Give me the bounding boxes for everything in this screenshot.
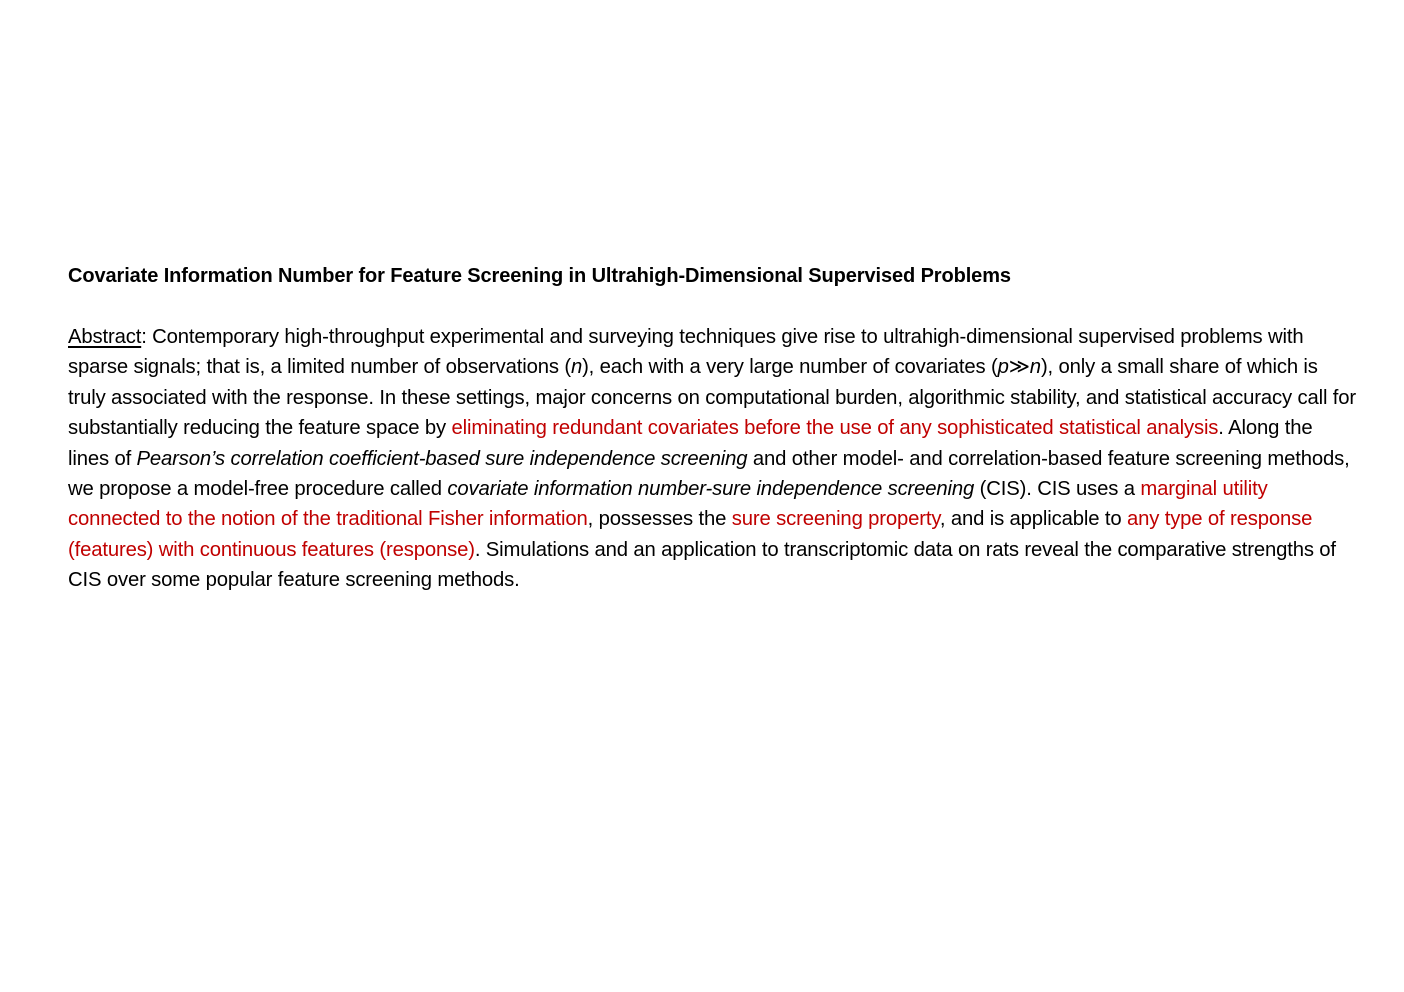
abstract-text: and other model- and correlation-based feature screening methods, we propose a model-free procedure called [68,447,1350,501]
abstract-text: ), each with a very large number of covariates ( [582,356,998,379]
abstract-text: ), only a small share of which is truly associated with the response. In these settings, major concerns on computational burden, algorithmic stability, and statistical accuracy call for substantially reducing the feature space by [68,356,1357,440]
italic-method-name: Pearson’s correlation coefficient-based sure independence screening [136,447,748,470]
highlighted-phrase: marginal utility connected to the notion of the traditional Fisher information [68,478,1268,531]
highlighted-phrase: any type of response (features) with continuous features (response) [68,508,1313,561]
abstract-text: : Contemporary high-throughput experimental and surveying techniques give rise to ultrahigh-dimensional supervised problems with sparse signals; that is, a limited number of observations ( [68,326,1304,379]
abstract-text: , and is applicable to [939,508,1127,531]
abstract-text: , possesses the [587,508,732,531]
math-p-much-greater-n: p≫n [997,356,1041,379]
paper-title: Covariate Information Number for Feature Screening in Ultrahigh-Dimensional Supervised Problems [68,265,1011,287]
abstract-text: . Along the lines of [68,417,1313,470]
italic-method-name: covariate information number-sure independence screening [447,478,975,501]
highlighted-phrase: eliminating redundant covariates before the use of any sophisticated statistical analysis [451,417,1219,440]
abstract-text: . Simulations and an application to transcriptomic data on rats reveal the comparative strengths of CIS over some popular feature screening methods. [68,538,1336,592]
abstract-paragraph [68,322,1358,596]
abstract-text: (CIS). CIS uses a [974,478,1141,501]
math-n: n [570,356,583,379]
abstract-label: Abstract [68,326,142,348]
highlighted-phrase: sure screening property [731,508,940,531]
